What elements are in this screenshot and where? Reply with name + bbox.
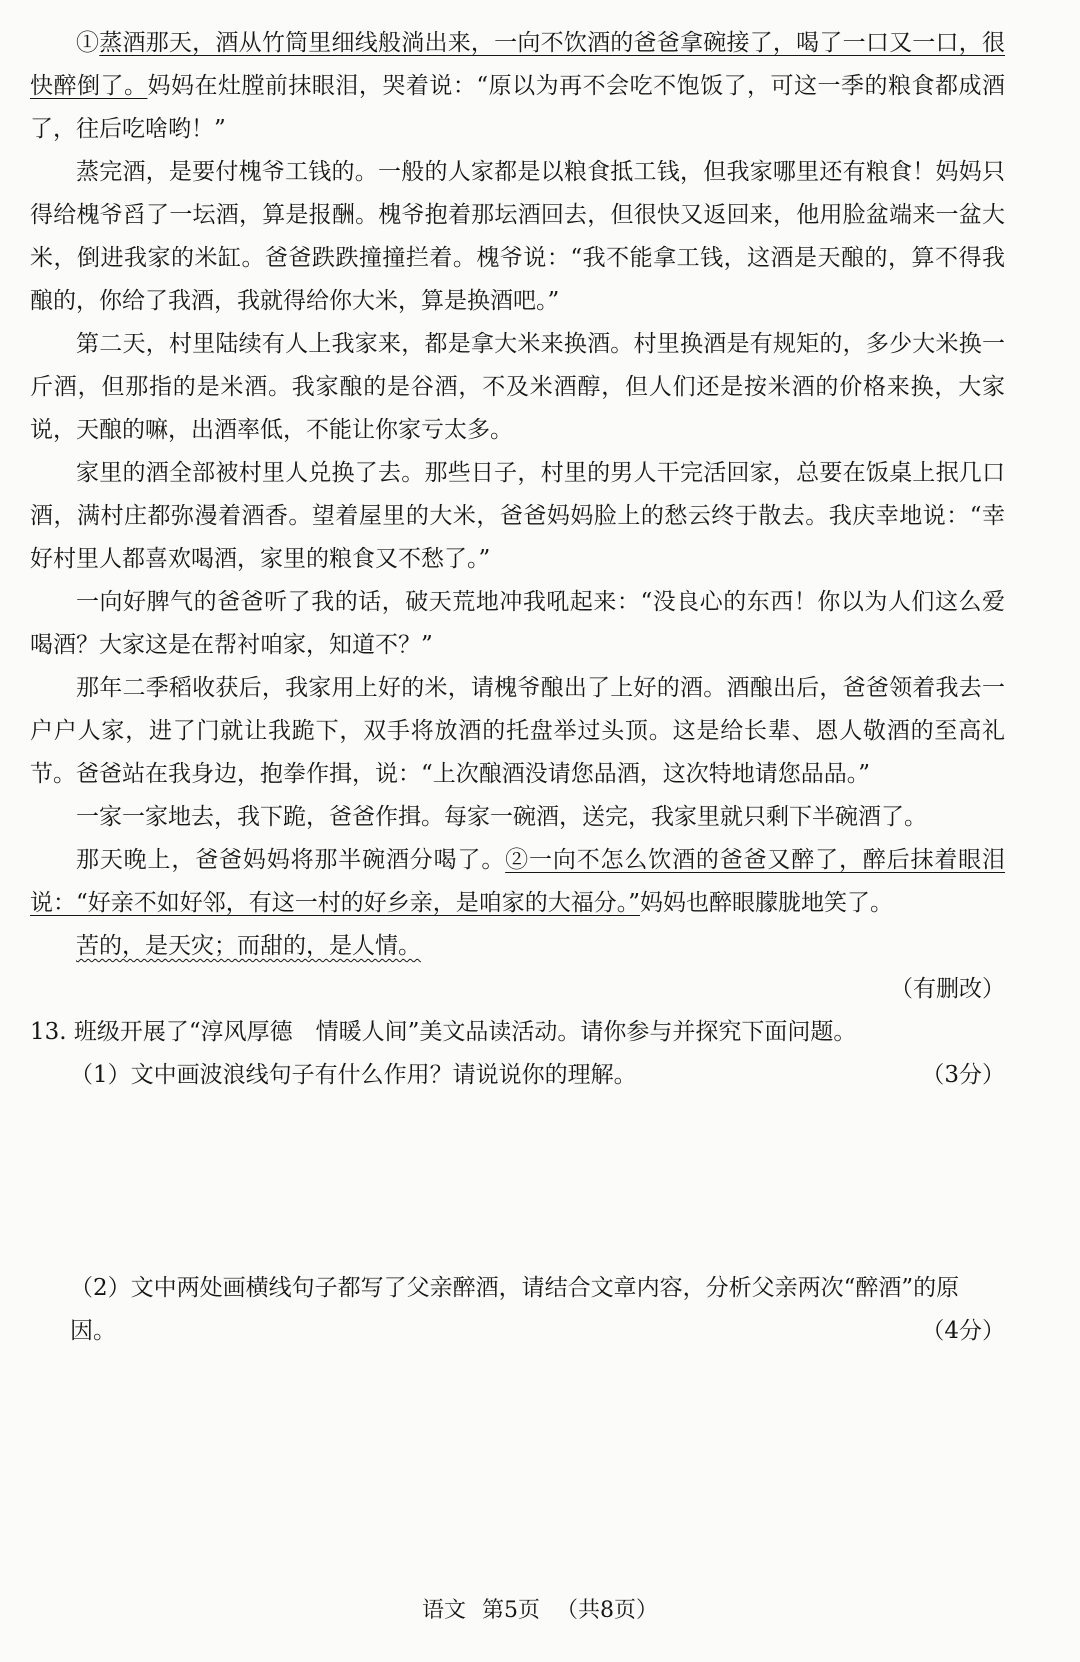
wavy-underlined-sentence: 苦的，是天灾；而甜的，是人情。 <box>76 933 421 959</box>
paragraph-4: 家里的酒全部被村里人兑换了去。那些日子，村里的男人干完活回家，总要在饭桌上抿几口酒，满村庄都弥漫着酒香。望着屋里的大米，爸爸妈妈脸上的愁云终于散去。我庆幸地说：“幸好村里人都喜欢喝酒，家里的粮食又不愁了。” <box>30 460 1005 572</box>
paragraph-8 <box>30 839 1005 925</box>
paragraph-7: 一家一家地去，我下跪，爸爸作揖。每家一碗酒，送完，我家里就只剩下半碗酒了。 <box>76 804 927 830</box>
footer-total: （共8页） <box>556 1598 658 1623</box>
paragraph-3: 第二天，村里陆续有人上我家来，都是拿大米来换酒。村里换酒是有规矩的，多少大米换一斤酒，但那指的是米酒。我家酿的是谷酒，不及米酒醇，但人们还是按米酒的价格来换，大家说，天酿的嘛，出酒率低，不能让你家亏太多。 <box>30 331 1005 443</box>
marker-1: ① <box>76 30 100 56</box>
underlined-sentence-1: 蒸酒那天，酒从竹筒里细线般淌出来，一向不饮酒的爸爸拿碗接了，喝了一口又一口，很快醉倒了。 <box>30 30 1006 99</box>
paragraph-6: 那年二季稻收获后，我家用上好的米，请槐爷酿出了上好的酒。酒酿出后，爸爸领着我去一户户人家，进了门就让我跪下，双手将放酒的托盘举过头顶。这是给长辈、恩人敬酒的至高礼节。爸爸站在我身边，抱拳作揖，说：“上次酿酒没请您品酒，这次特地请您品品。” <box>30 675 1005 787</box>
question-13-2-text: 文中两处画横线句子都写了父亲醉酒，请结合文章内容，分析父亲两次“醉酒”的原因。 <box>70 1275 960 1344</box>
paragraph-9-wavy <box>30 925 1005 968</box>
question-13-2-score: （4分） <box>921 1318 1005 1344</box>
paragraph-1-rest: 妈妈在灶膛前抹眼泪，哭着说：“原以为再不会吃不饱饭了，可这一季的粮食都成酒了，往后吃啥哟！” <box>30 73 1005 142</box>
question-13-1-text: （1）文中画波浪线句子有什么作用？请说说你的理解。 <box>70 1062 637 1088</box>
reading-passage <box>30 22 1005 1353</box>
paragraph-8-after: 妈妈也醉眼朦胧地笑了。 <box>640 890 894 916</box>
question-13-stem: 13. 班级开展了“淳风厚德 情暖人间”美文品读活动。请你参与并探究下面问题。 <box>30 1019 857 1045</box>
question-13-2 <box>30 1267 1005 1353</box>
footer-page: 第5页 <box>482 1598 540 1623</box>
paragraph-8-before: 那天晚上，爸爸妈妈将那半碗酒分喝了。 <box>76 847 506 873</box>
question-13-1 <box>30 1054 1005 1097</box>
paragraph-1 <box>30 22 1005 151</box>
footer-subject: 语文 <box>421 1598 466 1623</box>
underlined-sentence-2: 一向不怎么饮酒的爸爸又醉了，醉后抹着眼泪说：“好亲不如好邻，有这一村的好乡亲，是咱家的大福分。” <box>30 847 1006 916</box>
question-13-2-num: （2） <box>70 1275 131 1301</box>
page-footer <box>0 1593 1080 1624</box>
abridged-note: （有删改） <box>890 976 1005 1002</box>
answer-space-1 <box>30 1097 1005 1267</box>
paragraph-2: 蒸完酒，是要付槐爷工钱的。一般的人家都是以粮食抵工钱，但我家哪里还有粮食！妈妈只得给槐爷舀了一坛酒，算是报酬。槐爷抱着那坛酒回去，但很快又返回来，他用脸盆端来一盆大米，倒进我家的米缸。爸爸跌跌撞撞拦着。槐爷说：“我不能拿工钱，这酒是天酿的，算不得我酿的，你给了我酒，我就得给你大米，算是换酒吧。” <box>30 159 1005 314</box>
marker-2: ② <box>505 847 530 873</box>
question-13-1-score: （3分） <box>921 1062 1005 1088</box>
paragraph-5: 一向好脾气的爸爸听了我的话，破天荒地冲我吼起来：“没良心的东西！你以为人们这么爱喝酒？大家这是在帮衬咱家，知道不？” <box>30 589 1005 658</box>
